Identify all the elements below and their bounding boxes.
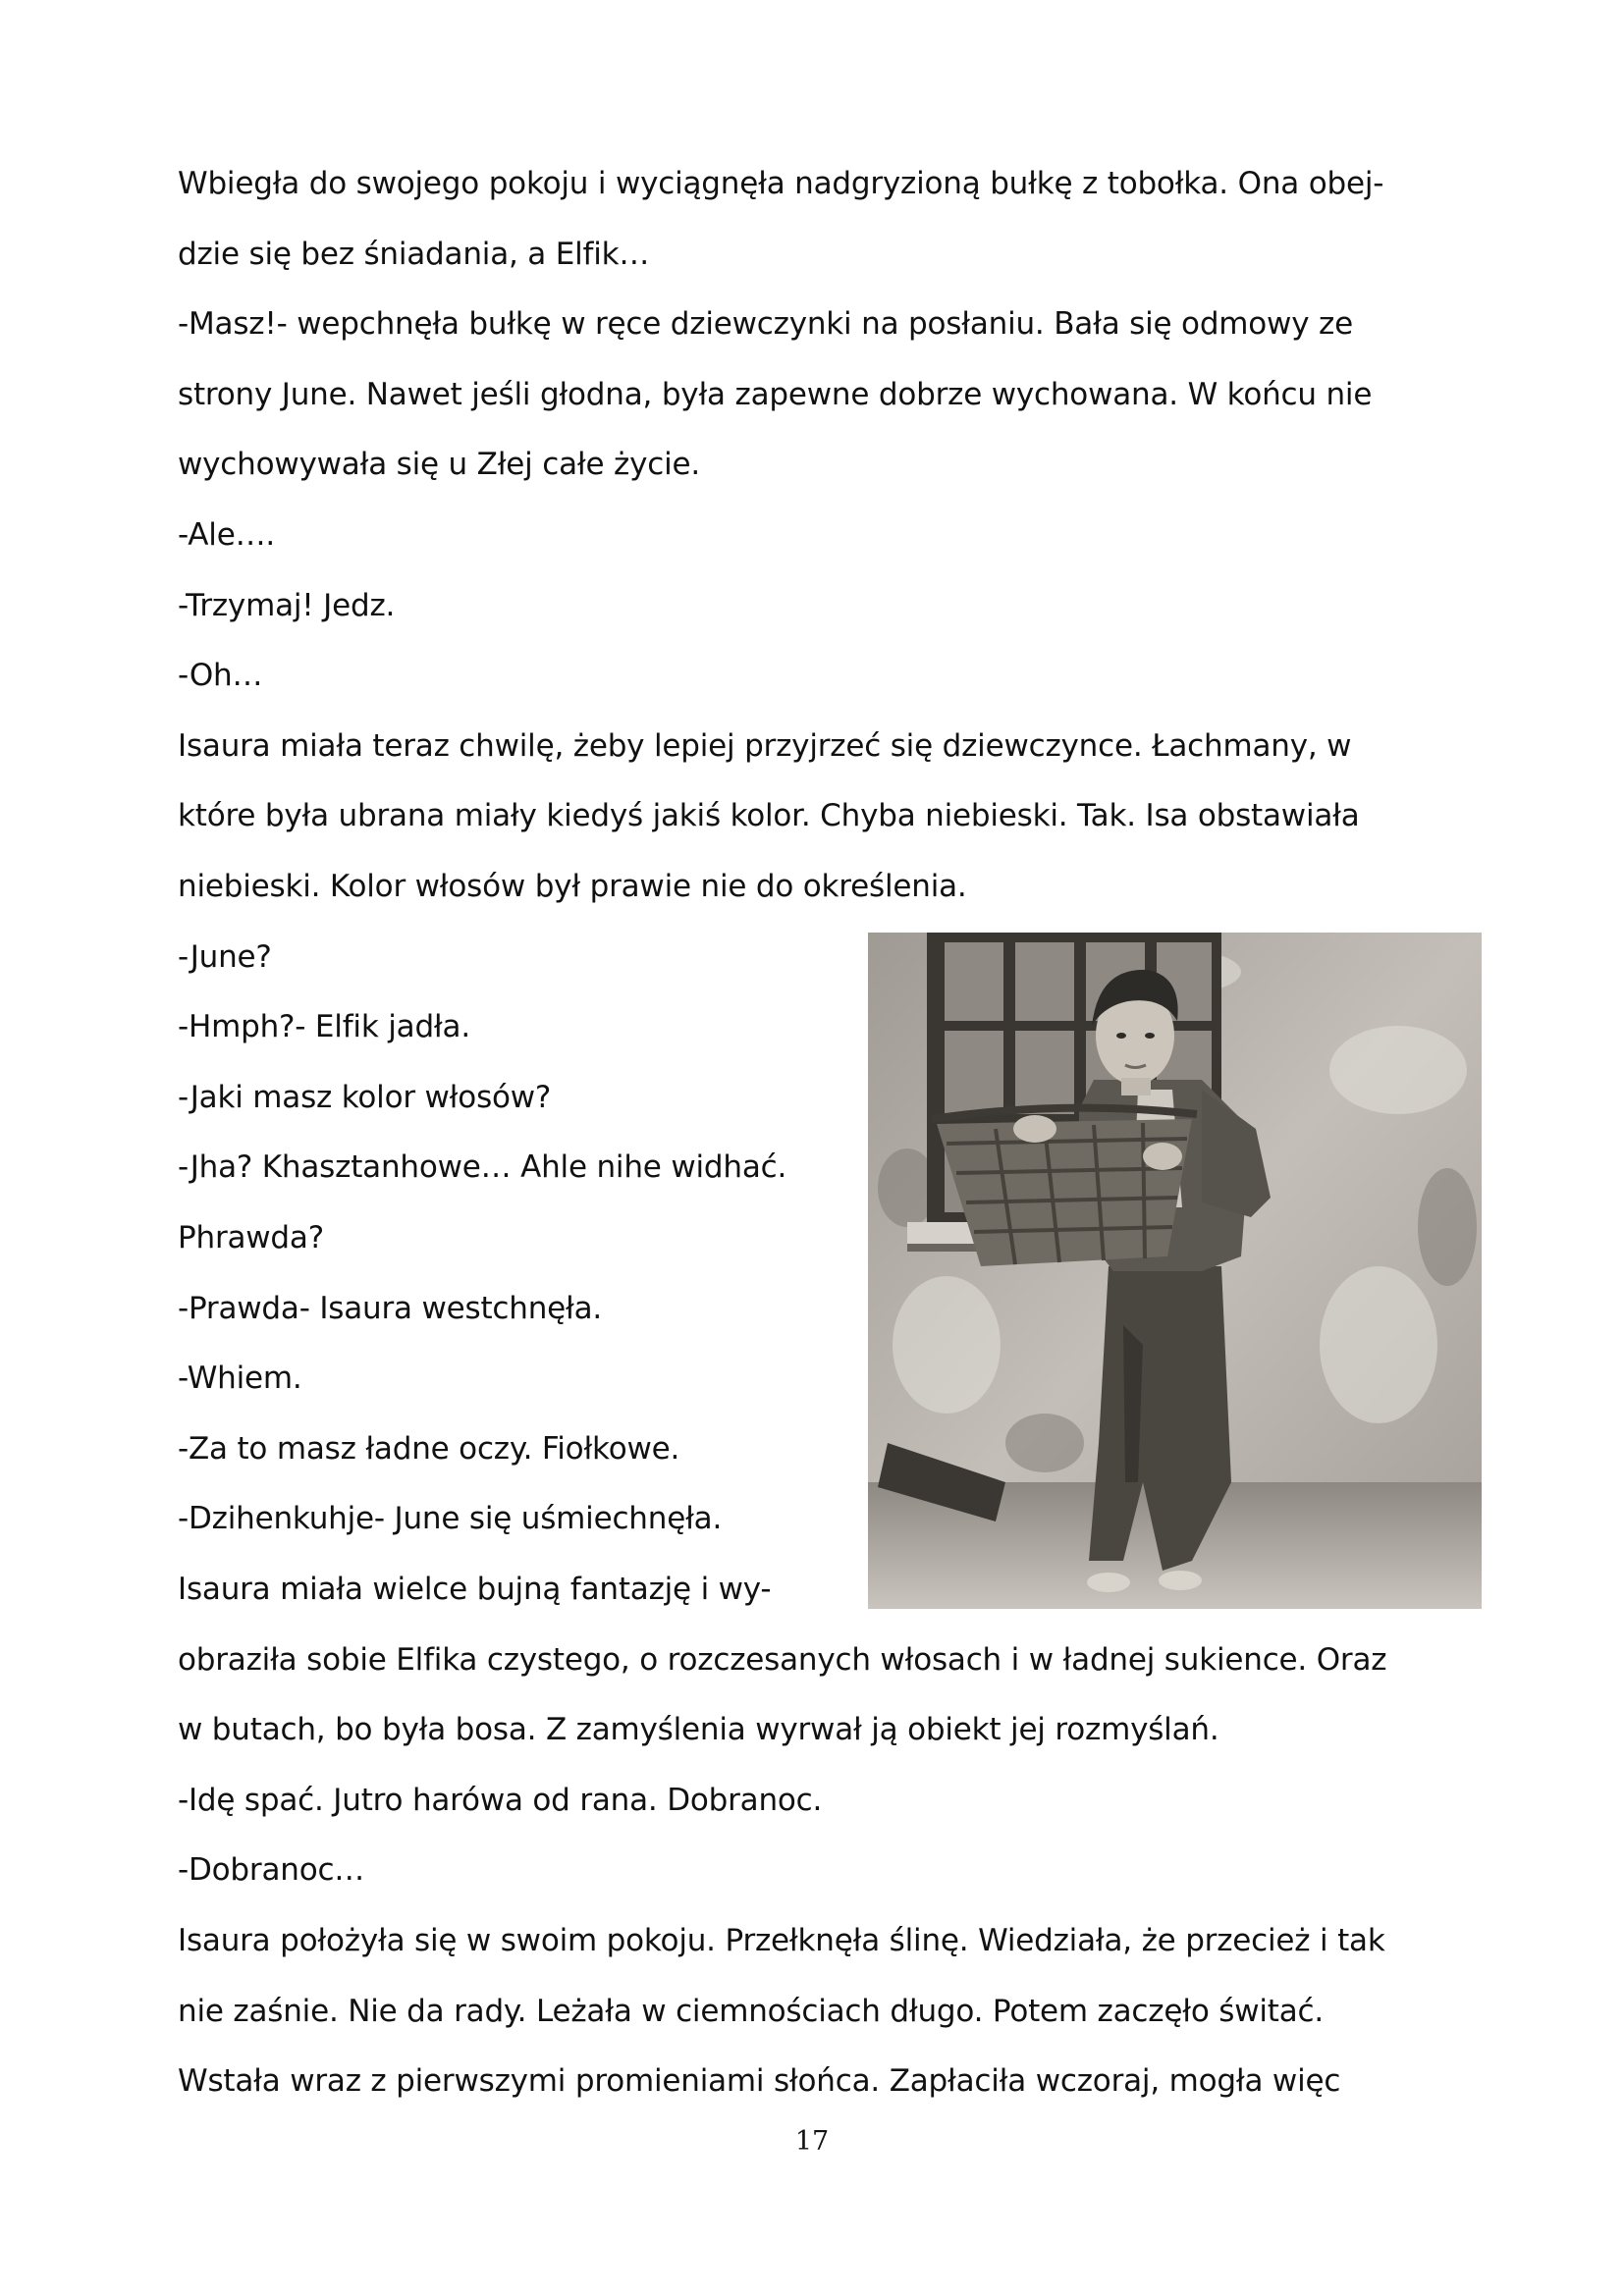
text-line: -Trzymaj! Jedz.: [178, 587, 396, 623]
text-line: -Jaki masz kolor włosów?: [178, 1079, 552, 1115]
text-line: Isaura miała wielce bujną fantazję i wy-: [178, 1572, 772, 1607]
text-line: Isaura miała teraz chwilę, żeby lepiej przyjrzeć się dziewczynce. Łachmany, w: [178, 727, 1352, 764]
text-line: Wstała wraz z pierwszymi promieniami słońca. Zapłaciła wczoraj, mogła więc: [178, 2063, 1341, 2100]
text-line: -Idę spać. Jutro harówa od rana. Dobranoc.: [178, 1782, 823, 1818]
illustration-photo: [868, 933, 1482, 1609]
text-line: w butach, bo była bosa. Z zamyślenia wyrwał ją obiekt jej rozmyślań.: [178, 1712, 1219, 1748]
text-line: które była ubrana miały kiedyś jakiś kolor. Chyba niebieski. Tak. Isa obstawiała: [178, 798, 1360, 834]
text-line: -Jha? Khasztanhowe… Ahle nihe widhać.: [178, 1149, 787, 1186]
photo-boy-with-basket-icon: [868, 933, 1482, 1609]
text-line: -Prawda- Isaura westchnęła.: [178, 1290, 603, 1326]
text-line: -Ale….: [178, 517, 276, 553]
text-line: dzie się bez śniadania, a Elfik…: [178, 236, 650, 272]
text-line: wychowywała się u Złej całe życie.: [178, 447, 701, 483]
text-line: nie zaśnie. Nie da rady. Leżała w ciemnościach długo. Potem zaczęło świtać.: [178, 1993, 1325, 2029]
text-line: -Oh…: [178, 658, 263, 694]
text-line: niebieski. Kolor włosów był prawie nie do określenia.: [178, 869, 967, 904]
text-line: Phrawda?: [178, 1220, 324, 1255]
text-line: Isaura położyła się w swoim pokoju. Przełknęła ślinę. Wiedziała, że przecież i tak: [178, 1923, 1385, 1958]
text-line: strony June. Nawet jeśli głodna, była zapewne dobrze wychowana. W końcu nie: [178, 376, 1373, 412]
text-line: -Hmph?- Elfik jadła.: [178, 1009, 470, 1045]
text-line: -Masz!- wepchnęła bułkę w ręce dziewczynki na posłaniu. Bała się odmowy ze: [178, 306, 1353, 343]
text-line: -Dzihenkuhje- June się uśmiechnęła.: [178, 1501, 723, 1537]
text-line: -Whiem.: [178, 1361, 302, 1397]
text-line: -Za to masz ładne oczy. Fiołkowe.: [178, 1430, 680, 1467]
text-line: -Dobranoc…: [178, 1852, 365, 1889]
text-line: -June?: [178, 938, 272, 975]
text-line: obraziła sobie Elfika czystego, o rozczesanych włosach i w ładnej sukience. Oraz: [178, 1641, 1387, 1678]
text-line: Wbiegła do swojego pokoju i wyciągnęła nadgryzioną bułkę z tobołka. Ona obej-: [178, 166, 1384, 201]
page-number: 17: [794, 2126, 830, 2157]
